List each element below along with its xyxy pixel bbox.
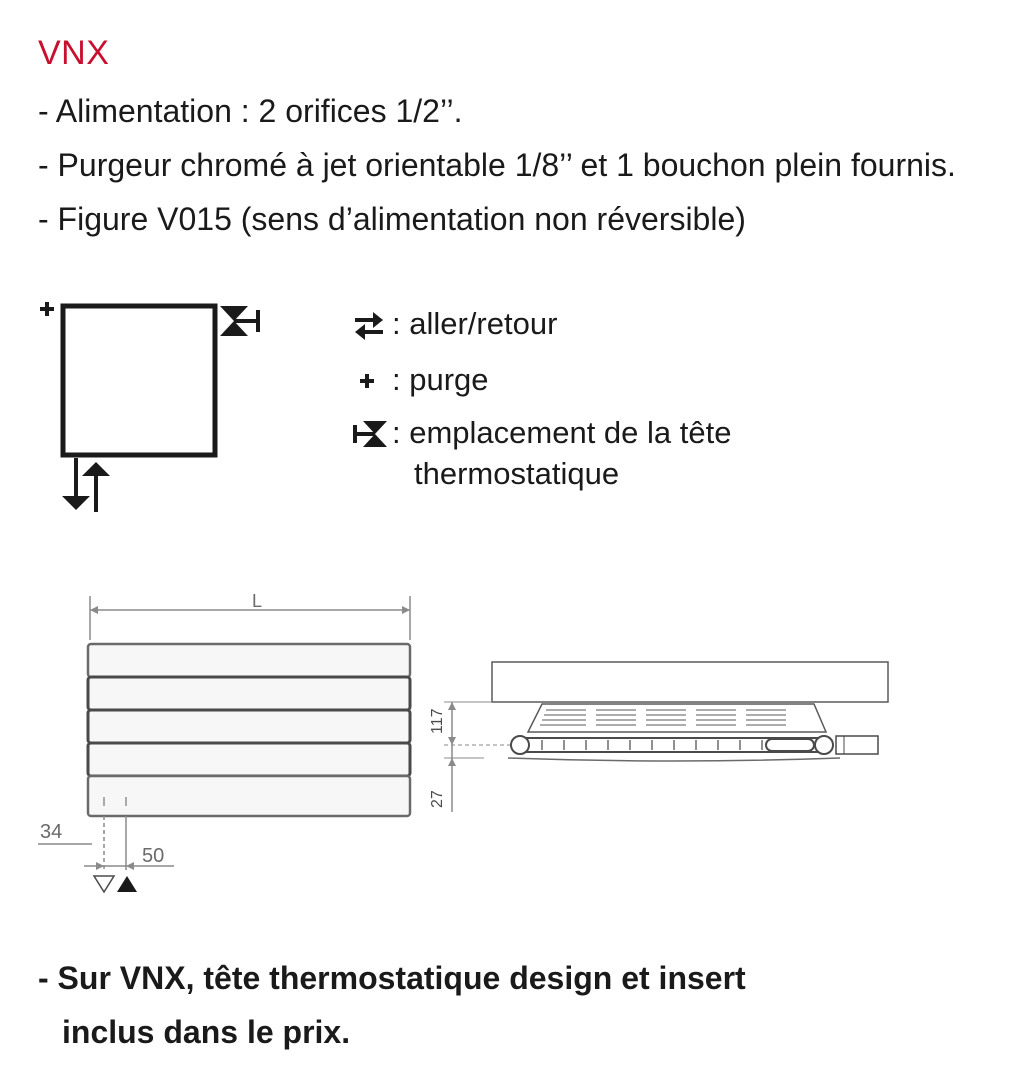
supply-return-arrows-icon: [62, 458, 110, 512]
supply-return-icon: [353, 309, 385, 341]
dimension-pipe-spacing: 50: [142, 845, 165, 867]
note-line-1: - Sur VNX, tête thermostatique design et insert: [38, 960, 746, 996]
dimension-height-label: 117: [429, 708, 446, 734]
dimension-left-offset: 34: [40, 821, 63, 843]
dimension-gap-label: 27: [429, 790, 446, 808]
thermostatic-head-side: [836, 736, 878, 754]
radiator-panels: [88, 644, 410, 816]
outlet-triangle-icon: [94, 876, 114, 892]
front-view-drawing: [34, 588, 434, 898]
purge-icon: [40, 302, 54, 316]
legend-thermostatic-head: : emplacement de la tête: [392, 415, 732, 450]
thermostatic-valve-icon: [220, 306, 260, 336]
purge-legend-icon: [358, 372, 376, 390]
legend-supply-return: : aller/retour: [392, 306, 558, 341]
radiator-outline: [63, 306, 215, 455]
note-line-2: inclus dans le prix.: [62, 1014, 351, 1050]
connection-diagram: [34, 296, 274, 518]
legend-thermostatic-head-cont: thermostatique: [414, 456, 620, 491]
spec-purge: - Purgeur chromé à jet orientable 1/8’’ et 1 bouchon plein fournis.: [38, 147, 956, 183]
spec-supply: - Alimentation : 2 orifices 1/2’’.: [38, 93, 463, 129]
side-view-drawing: [424, 652, 894, 822]
legend-purge: : purge: [392, 362, 489, 397]
dimension-length-label: L: [251, 591, 263, 611]
thermostatic-head-icon: [351, 419, 391, 449]
inlet-triangle-icon: [117, 876, 137, 892]
spec-figure: - Figure V015 (sens d’alimentation non réversible): [38, 201, 746, 237]
product-title: VNX: [38, 34, 110, 72]
